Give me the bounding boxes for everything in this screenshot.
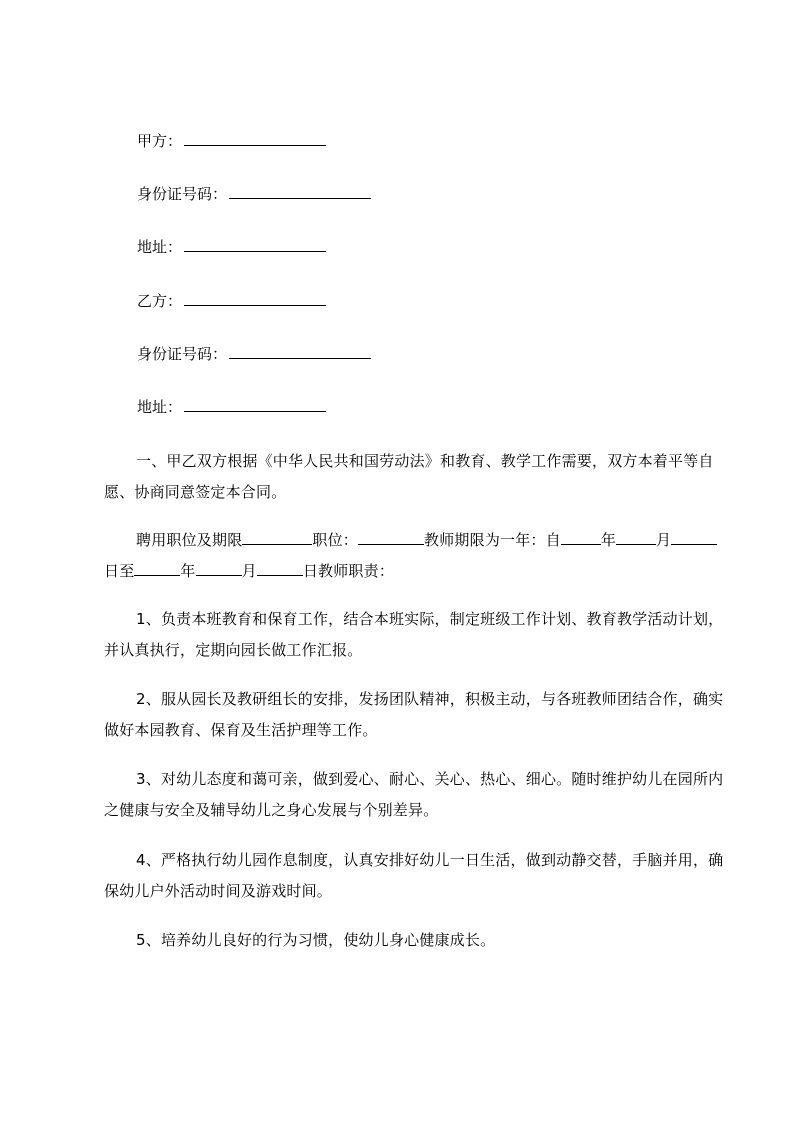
position-text-6: 日至 [104, 562, 135, 580]
party-b-id-label: 身份证号码： [137, 345, 228, 363]
party-a-address-label: 地址： [137, 238, 183, 256]
position-text-3: 教师期限为一年：自 [424, 531, 561, 549]
start-year-blank [561, 530, 601, 545]
duty-item-5: 5、培养幼儿良好的行为习惯，使幼儿身心健康成长。 [136, 931, 496, 949]
position-text-9: 日教师职责： [302, 562, 395, 580]
position-paragraph [104, 525, 724, 587]
party-b-address-blank [184, 397, 326, 412]
party-a-id-blank [229, 184, 371, 199]
intro-paragraph: 一、甲乙双方根据《中华人民共和国劳动法》和教育、教学工作需要，双方本着平等自愿、协商同意签定本合同。 [104, 452, 714, 501]
party-b-address-label: 地址： [137, 398, 183, 416]
start-day-blank [671, 530, 717, 545]
party-a-id-label: 身份证号码： [137, 185, 228, 203]
duty-item-1: 1、负责本班教育和保育工作，结合本班实际，制定班级工作计划、教育教学活动计划，并认真执行，定期向园长做工作汇报。 [104, 610, 724, 659]
position-text-8: 月 [241, 562, 257, 580]
position-blank-1 [242, 530, 312, 545]
party-b-id-blank [229, 344, 371, 359]
position-text-2: 职位： [312, 531, 359, 549]
party-a-blank [184, 131, 326, 146]
position-blank-2 [358, 530, 424, 545]
duty-item-2: 2、服从园长及教研组长的安排，发扬团队精神，积极主动，与各班教师团结合作，确实做好本园教育、保育及生活护理等工作。 [104, 690, 724, 739]
party-b-field [137, 291, 326, 311]
party-a-id-field [137, 184, 371, 204]
start-month-blank [616, 530, 656, 545]
position-text-7: 年 [180, 562, 196, 580]
party-b-blank [184, 291, 326, 306]
duty-item-4: 4、严格执行幼儿园作息制度，认真安排好幼儿一日生活，做到动静交替，手脑并用，确保幼儿户外活动时间及游戏时间。 [104, 851, 724, 900]
party-a-address-blank [184, 237, 326, 252]
position-text-5: 月 [656, 531, 672, 549]
party-a-field [137, 131, 326, 151]
end-month-blank [196, 561, 242, 576]
end-day-blank [257, 561, 303, 576]
party-b-address-field [137, 397, 326, 417]
party-a-label: 甲方： [137, 132, 183, 150]
position-text-4: 年 [600, 531, 617, 549]
party-b-id-field [137, 344, 371, 364]
party-a-address-field [137, 237, 326, 257]
end-year-blank [134, 561, 180, 576]
party-b-label: 乙方： [137, 292, 183, 310]
position-text-1: 聘用职位及期限 [136, 531, 243, 549]
duty-item-3: 3、对幼儿态度和蔼可亲，做到爱心、耐心、关心、热心、细心。随时维护幼儿在园所内之健康与安全及辅导幼儿之身心发展与个别差异。 [104, 770, 724, 819]
